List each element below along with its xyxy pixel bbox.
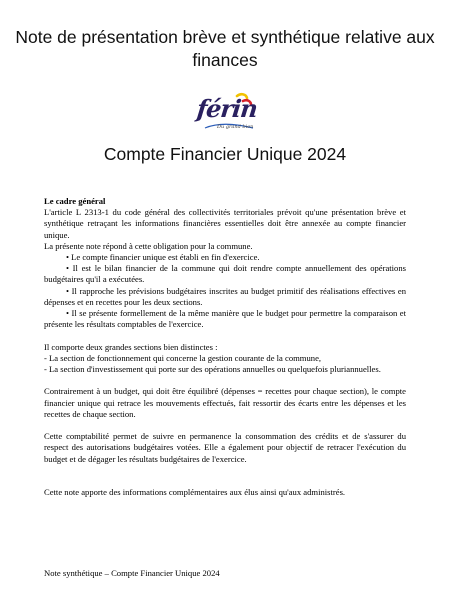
document-subtitle: Compte Financier Unique 2024 [103, 144, 347, 164]
bullet-item-3: • Il rapproche les prévisions budgétaires inscrites au budget primitif des réalisations effectives en dépenses et en recettes pour les deux sections. [44, 285, 406, 307]
spacer [44, 465, 406, 476]
ferin-logo [197, 92, 259, 136]
paragraph-sections: Il comporte deux grandes sections bien distinctes : [44, 341, 218, 352]
bullet-item-2: • Il est le bilan financier de la commune qui doit rendre compte annuellement des opérations budgétaires qu'il a exécutées. [44, 263, 406, 285]
list-item-fonctionnement: - La section de fonctionnement qui concerne la gestion courante de la commune, [44, 352, 322, 363]
spacer [44, 420, 406, 431]
paragraph-obligation: La présente note répond à cette obligation pour la commune. [44, 240, 253, 251]
document-body [44, 196, 406, 498]
paragraph-intro: L'article L 2313-1 du code général des collectivités territoriales prévoit qu'une présentation brève et synthétique retraçant les informations financières essentielles doit être annexée au compte financier unique. [44, 207, 406, 240]
spacer [44, 375, 406, 386]
page-footer: Note synthétique – Compte Financier Unique 2024 [44, 568, 220, 578]
list-item-investissement: - La section d'investissement qui porte sur des opérations annuelles ou quelquefois pluriannuelles. [44, 364, 381, 375]
spacer [44, 476, 406, 487]
paragraph-conclusion: Cette note apporte des informations complémentaires aux élus ainsi qu'aux administrés. [44, 487, 346, 498]
logo-tagline: Du grand bien [217, 124, 254, 130]
bullet-item-4: • Il se présente formellement de la même manière que le budget pour permettre la comparaison et présente les résultats comptables de l'exercice. [44, 308, 406, 330]
page-title: Note de présentation brève et synthétique relative aux finances [15, 27, 435, 70]
bullet-item-1: • Le compte financier unique est établi en fin d'exercice. [66, 252, 260, 263]
paragraph-comptabilite: Cette comptabilité permet de suivre en permanence la consommation des crédits et de s'assurer du respect des autorisations budgétaires votées. Elle a également pour objectif de retracer l'exécution du budget et de dégager les résultats budgétaires de l'exercice. [44, 431, 406, 464]
logo-wordmark: férin [195, 94, 259, 123]
spacer [44, 330, 406, 341]
section-heading: Le cadre général [44, 196, 106, 206]
paragraph-budget-contrast: Contrairement à un budget, qui doit être équilibré (dépenses = recettes pour chaque section), le compte financier unique qui retrace les mouvements effectués, fait ressortir des écarts entre les dépenses et les recettes de chaque section. [44, 386, 406, 419]
